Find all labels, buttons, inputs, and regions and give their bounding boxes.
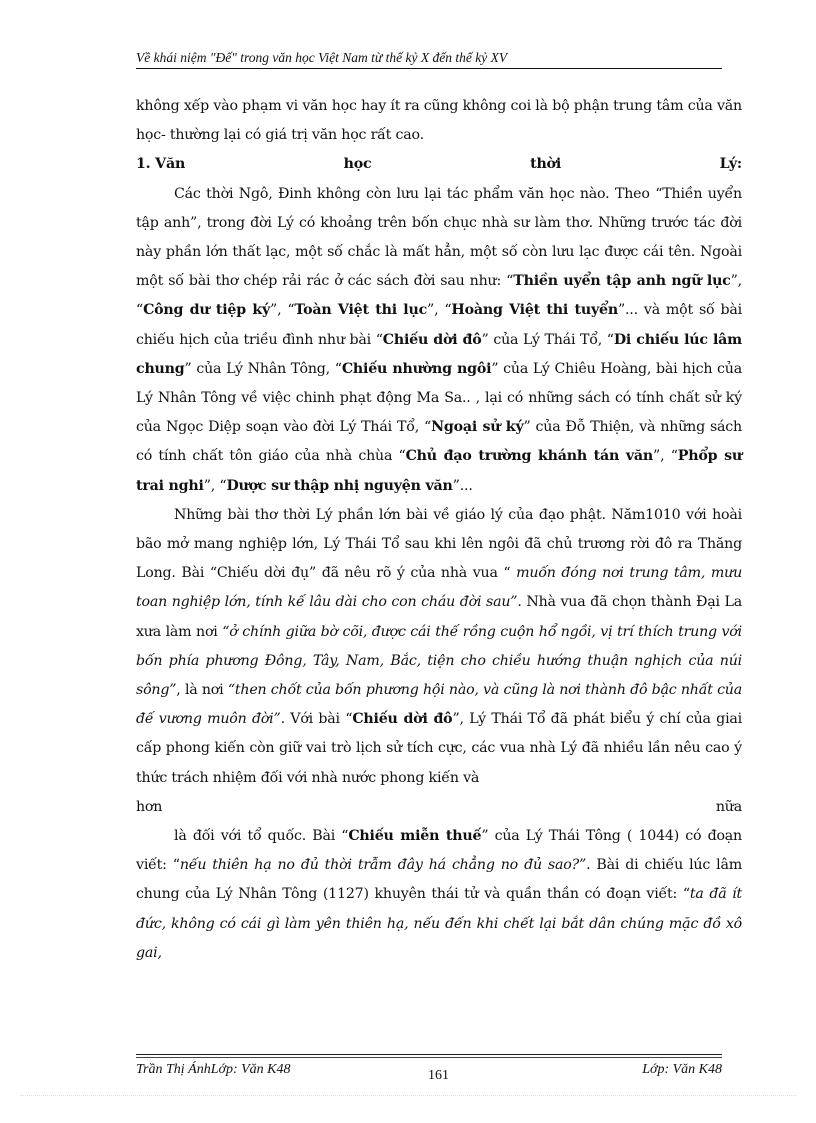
paragraph-1: Các thời Ngô, Đinh không còn lưu lại tác phẩm văn học nào. Theo “Thiền uyển tập anh”, trong đời Lý có khoảng trên bốn chục nhà sư làm thơ. Những trước tác đời này phần lớn thất lạc, một số chắc là mất hẳn, một số còn lưu lạc được cái tên. Ngoài một số bài thơ chép rải rác ở các sách đời sau như: “Thiền uyển tập anh ngữ lục”, “Công dư tiệp ký”, “Toàn Việt thi lục”, “Hoàng Việt thi tuyển”... và một số bài chiếu hịch của triều đình như bài “Chiếu dời đô” của Lý Thái Tổ, “Di chiếu lúc lâm chung” của Lý Nhân Tông, “Chiếu nhường ngôi” của Lý Chiêu Hoàng, bài hịch của Lý Nhân Tông về việc chinh phạt động Ma Sa.. , lại có những sách có tính chất sử ký của Ngọc Diệp soạn vào đời Lý Thái Tổ, “Ngoại sử ký” của Đỗ Thiện, và những sách có tính chất tôn giáo của nhà chùa “Chủ đạo trường khánh tán văn”, “Phổp sư trai nghi”, “Dược sư thập nhị nguyện văn”... [136,185,742,494]
running-header: Về khái niệm "Đế" trong văn học Việt Nam từ thế kỷ X đến thế kỷ XV [136,50,508,65]
paragraph-2: Những bài thơ thời Lý phần lớn bài về giáo lý của đạo phật. Năm1010 với hoài bão mở mang nghiệp lớn, Lý Thái Tổ sau khi lên ngôi đã chủ trương rời đô ra Thăng Long. Bài “Chiếu dời đụ” đã nêu rõ ý của nhà vua “ muốn đóng nơi trung tâm, mưu toan nghiệp lớn, tính kế lâu dài cho con cháu đời sau”. Nhà vua đã chọn thành Đại La xưa làm nơi “ở chính giữa bờ cõi, được cái thế rồng cuộn hổ ngồi, vị trí thích trung với bốn phía phương Đông, Tây, Nam, Bắc, tiện cho chiều hướng thuận nghịch của núi sông”, là nơi “then chốt của bốn phương hội nào, và cũng là nơi thành đô bậc nhất của đế vương muôn đời”. Với bài “Chiếu dời đô”, Lý Thái Tổ đã phát biểu ý chí của giai cấp phong kiến còn giữ vai trò lịch sử tích cực, các vua nhà Lý đã nhiều lần nêu cao ý thức trách nhiệm đối với nhà nước phong kiến và [136,506,743,786]
word-nua: nữa [715,798,742,815]
page-edge-divider [20,1095,796,1096]
paragraph-3: là đối với tổ quốc. Bài “Chiếu miễn thuế” của Lý Thái Tông ( 1044) có đoạn viết: “nếu thiên hạ no đủ thời trẫm đây há chẳng no đủ sao?”. Bài di chiếu lúc lâm chung của Lý Nhân Tông (1127) khuyên thái tử và quần thần có đoạn viết: “ta đã ít đức, không có cái gì làm yên thiên hạ, nếu đến khi chết lại bắt dân chúng mặc đồ xô gai, [136,828,743,961]
footer-class: Lớp: Văn K48 [642,1062,722,1077]
header-rule [136,68,722,69]
hon-nua-line [136,793,742,822]
intro-paragraph: không xếp vào phạm vi văn học hay ít ra cũng không coi là bộ phận trung tâm của văn học- thường lại có giá trị văn học rất cao. [136,98,742,144]
heading-word-3: thời [530,156,562,173]
page-footer [136,1062,722,1082]
document-body [136,92,742,968]
footer-rule-bottom [136,1057,722,1058]
section-heading [136,150,742,179]
heading-word-2: học [343,156,372,173]
heading-word-1: 1. Văn [136,156,186,173]
footer-rule-top [136,1054,722,1055]
word-hon: hơn [136,798,163,815]
page-number: 161 [428,1068,449,1083]
heading-word-4: Lý: [719,156,742,173]
footer-author: Trần Thị ÁnhLớp: Văn K48 [136,1062,291,1077]
